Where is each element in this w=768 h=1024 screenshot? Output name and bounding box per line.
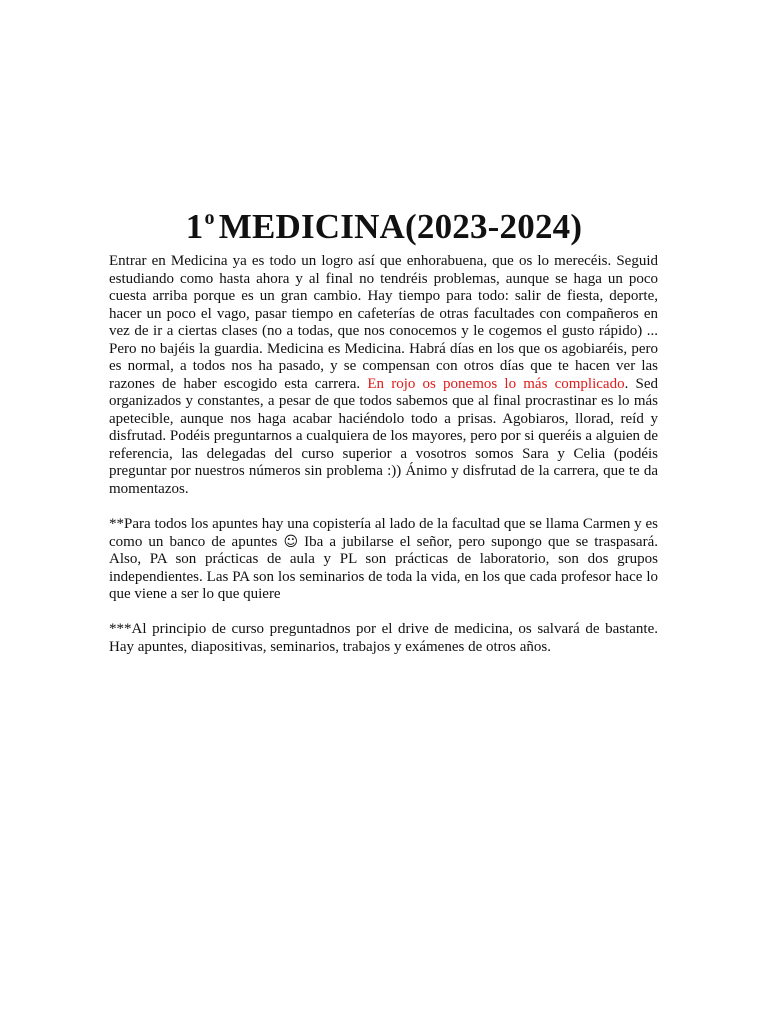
highlighted-red-text: En rojo os ponemos lo más complicado xyxy=(367,375,625,392)
drive-paragraph: ***Al principio de curso preguntadnos por el drive de medicina, os salvará de bastante. Hay apuntes, diapositivas, seminarios, trabajos y exámenes de otros años. xyxy=(109,621,658,655)
title-text: MEDICINA(2023-2024) xyxy=(218,207,583,246)
notes-text-part1: **Para todos los apuntes hay una copistería al lado de la facultad que se llama Carmen y es como un banco de apuntes xyxy=(109,516,658,550)
smiley-icon: ☺ xyxy=(283,533,299,550)
intro-text-part1: Entrar en Medicina ya es todo un logro así que enhorabuena, que os lo merecéis. Seguid estudiando como hasta ahora y al final no tendréis problemas, aunque se haga un poco cuesta arriba porque es un gran cambio. Hay tiempo para todo: salir de fiesta, deporte, hacer un poco el vago, pasar tiempo en cafeterías de otras facultades con compañeros en vez de ir a ciertas clases (no a todas, que nos conocemos y le cogemos el gusto rápido) ... Pero no bajéis la guardia. Medicina es Medicina. Habrá días en los que os agobiaréis, pero es normal, a todos nos ha pasado, y se compensan con otros días que te hacen ver las razones de haber escogido esta carrera. xyxy=(109,253,658,392)
title-number: 1 xyxy=(185,207,204,246)
notes-paragraph xyxy=(109,516,658,604)
intro-text-part2: . Sed organizados y constantes, a pesar de que todos sabemos que al final procrastinar es lo más apetecible, aunque nos haga acabar haciéndolo todo a prisas. Agobiaros, llorad, reíd y disfrutad. Podéis preguntarnos a cualquiera de los mayores, pero por si queréis a alguien de referencia, las delegadas del curso superior a vosotros somos Sara y Celia (podéis preguntar por nuestros números sin problema :)) Ánimo y disfrutad de la carrera, que te da momentazos. xyxy=(109,375,659,497)
notes-text-part2: Iba a jubilarse el señor, pero supongo que se traspasará. Also, PA son prácticas de aula y PL son prácticas de laboratorio, son dos grupos independientes. Las PA son los seminarios de toda la vida, en los que cada profesor hace lo que viene a ser lo que quiere xyxy=(109,533,658,602)
title-ordinal: o xyxy=(204,207,215,229)
intro-paragraph xyxy=(109,253,658,498)
page-title xyxy=(0,196,768,249)
